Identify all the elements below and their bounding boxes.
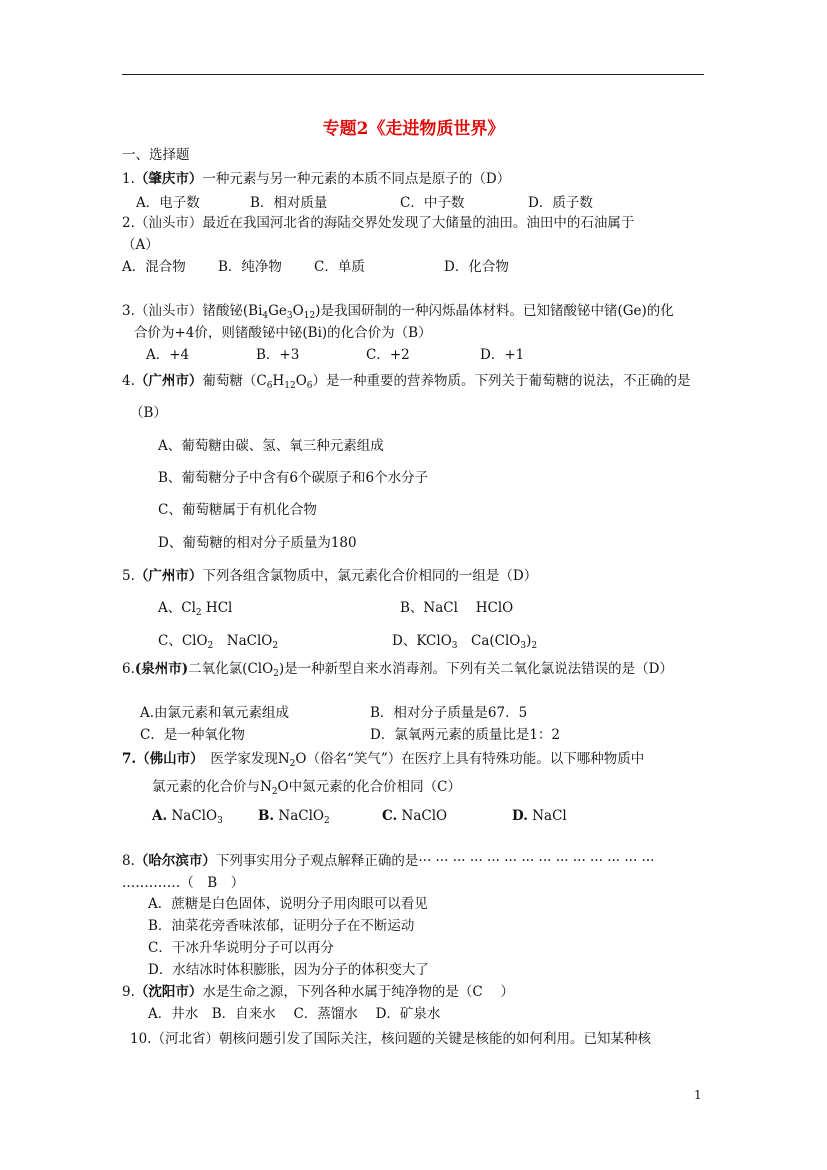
- q3-option-a: A．+4: [146, 347, 190, 363]
- q8-option-c: C．干冰升华说明分子可以再分: [148, 940, 334, 956]
- q7-line-2: 氯元素的化合价与$N_2O$中氮元素的化合价相同（C）: [152, 779, 461, 797]
- q3-option-d: D．+1: [480, 347, 525, 363]
- page-title: 专题2《走进物质世界》: [322, 119, 505, 139]
- question-4: 4.（广州市）葡萄糖$(C_6H_{12}O_6)$是一种重要的营养物质。下列关于葡萄糖的说法，不正确的是: [122, 373, 691, 391]
- q5-option-b: B、NaCl HClO: [400, 600, 514, 616]
- q7-option-c: C. NaClO: [382, 808, 448, 824]
- q2-answer: （A）: [122, 237, 159, 253]
- question-9: 9.（沈阳市）水是生命之源，下列各种水属于纯净物的是（C ）: [122, 984, 515, 1000]
- q1-option-c: C．中子数: [400, 195, 465, 211]
- q2-option-d: D．化合物: [444, 259, 509, 275]
- q7-option-b: B. NaClO$_2$: [258, 808, 330, 826]
- q2-option-c: C．单质: [314, 259, 365, 275]
- q8-option-a: A．蔗糖是白色固体，说明分子用肉眼可以看见: [148, 896, 428, 912]
- q3-line-2: 合价为+4价，则锗酸铋中铋(Bi)的化合价为（B）: [134, 325, 432, 341]
- q3-option-b: B．+3: [256, 347, 300, 363]
- q7-option-d: D. NaCl: [512, 808, 567, 824]
- q8-option-d: D．水结冰时体积膨胀，因为分子的体积变大了: [148, 962, 429, 978]
- q8-answer: .…………（ B ）: [122, 875, 245, 891]
- q5-option-a: A、$Cl_2$ HCl: [158, 600, 233, 618]
- q4-answer: （B）: [130, 405, 167, 421]
- q5-option-d: D、KClO$_3$ $Ca(ClO_3)_2$: [392, 633, 538, 651]
- section-heading: 一、选择题: [122, 147, 190, 163]
- q4-option-a: A、葡萄糖由碳、氢、氧三种元素组成: [158, 438, 384, 454]
- question-5: 5.（广州市）下列各组含氯物质中，氯元素化合价相同的一组是（D）: [122, 568, 538, 584]
- q6-option-c: C．是一种氧化物: [140, 727, 245, 743]
- question-7: 7.（佛山市） 医学家发现$N_2O$（俗名“笑气”）在医疗上具有特殊功能。以下哪种物质中: [122, 751, 645, 769]
- q1-option-a: A．电子数: [136, 195, 200, 211]
- q8-option-b: B．油菜花旁香味浓郁，证明分子在不断运动: [148, 918, 415, 934]
- question-6: 6.(泉州市)二氧化氯(ClO$_2$)是一种新型自来水消毒剂。下列有关二氧化氯说法错误的是（D）: [122, 661, 673, 679]
- question-3: 3.（汕头市）锗酸铋$(Bi_4Ge_3O_{12})$是我国研制的一种闪烁晶体材料。已知锗酸铋中锗(Ge)的化: [122, 303, 674, 321]
- q6-option-b: B．相对分子质量是67．5: [370, 705, 528, 721]
- q6-option-d: D．氯氧两元素的质量比是1：2: [370, 727, 561, 743]
- q1-option-d: D．质子数: [528, 195, 593, 211]
- page-number: 1: [694, 1088, 702, 1102]
- q2-option-b: B．纯净物: [218, 259, 282, 275]
- q3-option-c: C．+2: [366, 347, 410, 363]
- q7-option-a: A. NaClO$_3$: [152, 808, 223, 826]
- question-2: 2.（汕头市）最近在我国河北省的海陆交界处发现了大储量的油田。油田中的石油属于: [122, 215, 635, 231]
- q9-options: A．井水 B．自来水 C．蒸馏水 D．矿泉水: [148, 1006, 441, 1022]
- q6-option-a: A.由氯元素和氧元素组成: [140, 705, 290, 721]
- question-1: 1.（肇庆市）一种元素与另一种元素的本质不同点是原子的（D）: [122, 171, 511, 187]
- question-8: 8.（哈尔滨市）下列事实用分子观点解释正确的是··· ··· ··· ··· ··· ··· ··· ··· ··· ··· ··· ··· ··· ···: [122, 853, 655, 869]
- q5-option-c: C、ClO$_2$ NaClO$_2$: [158, 633, 279, 651]
- q4-option-b: B、葡萄糖分子中含有6个碳原子和6个水分子: [158, 470, 429, 486]
- q1-option-b: B．相对质量: [250, 195, 328, 211]
- header-rule: [122, 74, 704, 75]
- question-10: 10.（河北省）朝核问题引发了国际关注，核问题的关键是核能的如何利用。已知某种核: [130, 1031, 651, 1047]
- q2-option-a: A．混合物: [122, 259, 186, 275]
- q4-option-d: D、葡萄糖的相对分子质量为180: [158, 535, 357, 551]
- q4-option-c: C、葡萄糖属于有机化合物: [158, 502, 317, 518]
